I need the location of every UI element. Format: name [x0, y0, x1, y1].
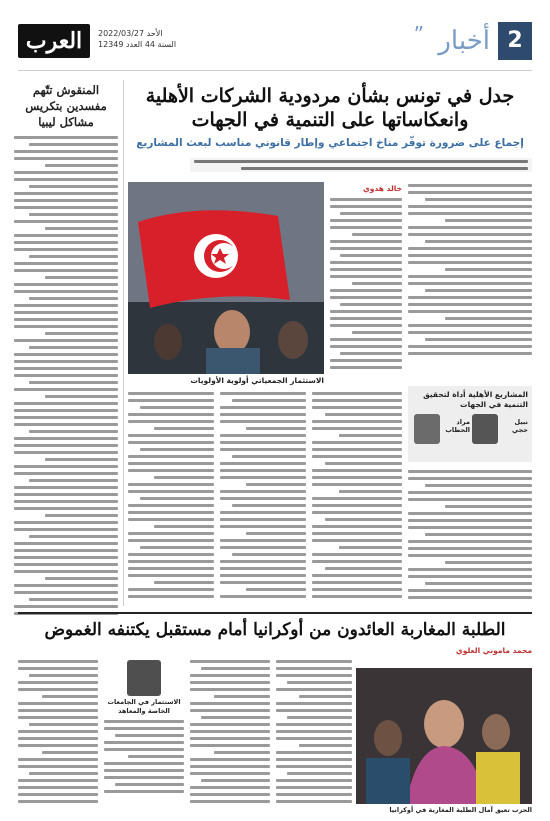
issue-date: الأحد 2022/03/27 — [98, 29, 163, 38]
main-text-col-5 — [312, 392, 402, 606]
section-name: أخبار — [438, 26, 490, 56]
main-lead — [190, 158, 532, 172]
main-text-col-3 — [330, 184, 402, 384]
bottom-text-col-1 — [18, 660, 98, 816]
bottom-byline: محمد ماموني العلوي — [455, 646, 532, 655]
highlight-box-title: المشاريع الأهلية أداة لتحقيق التنمية في الجهات — [423, 390, 528, 409]
main-text-col-2 — [220, 392, 306, 606]
bottom-text-col-3 — [190, 660, 270, 816]
students-photo — [356, 668, 532, 804]
masthead — [18, 22, 532, 68]
protest-flag-illustration — [128, 182, 324, 374]
issue-meta — [98, 28, 176, 50]
bottom-text-col-4 — [276, 660, 352, 816]
profile-photo-2 — [414, 414, 440, 444]
newspaper-logo: العرب — [18, 24, 90, 58]
profile-caption-2: مراد الحطاب — [445, 418, 470, 434]
side-story-title: المنقوش تتّهم مفسدين بتكريس مشاكل ليبيا — [25, 83, 107, 129]
profile-photo-1 — [472, 414, 498, 444]
main-photo-caption: الاستثمار الجمعياتي أولوية الأولويات — [190, 376, 324, 385]
main-byline: خالد هدوي — [362, 184, 402, 193]
bottom-headline: الطلبة المغاربة العائدون من أوكرانيا أمام مستقبل يكتنفه الغموض — [18, 612, 532, 642]
bottom-pull-quote: الاستثمار في الجامعات الخاصة والمعاهد — [107, 698, 181, 715]
main-deck: إجماع على ضرورة توفّر مناخ اجتماعي وإطار قانوني مناسب لبعث المشاريع — [136, 137, 524, 149]
section-number: 2 — [498, 22, 532, 60]
header-divider — [18, 70, 532, 71]
main-headline: جدل في تونس بشأن مردودية الشركات الأهلية وانعكاساتها على التنمية في الجهات — [145, 85, 515, 131]
column-divider — [123, 80, 124, 606]
profile-caption-1: نبيل حجي — [512, 418, 528, 434]
side-story-body — [14, 136, 118, 618]
main-text-col-1 — [128, 392, 214, 606]
protest-photo — [128, 182, 324, 374]
students-photo-illustration — [356, 668, 532, 804]
bottom-photo-caption: الحرب تعيق آمال الطلبة المغاربة في أوكرانيا — [389, 806, 532, 814]
main-text-col-4 — [408, 184, 532, 380]
bottom-text-col-2 — [104, 660, 184, 816]
highlight-box — [408, 386, 532, 462]
main-text-col-6 — [408, 470, 532, 606]
quote-mark-icon: ” — [413, 22, 424, 46]
issue-number: السنة 44 العدد 12349 — [98, 40, 177, 49]
pull-quote-photo — [127, 660, 161, 696]
